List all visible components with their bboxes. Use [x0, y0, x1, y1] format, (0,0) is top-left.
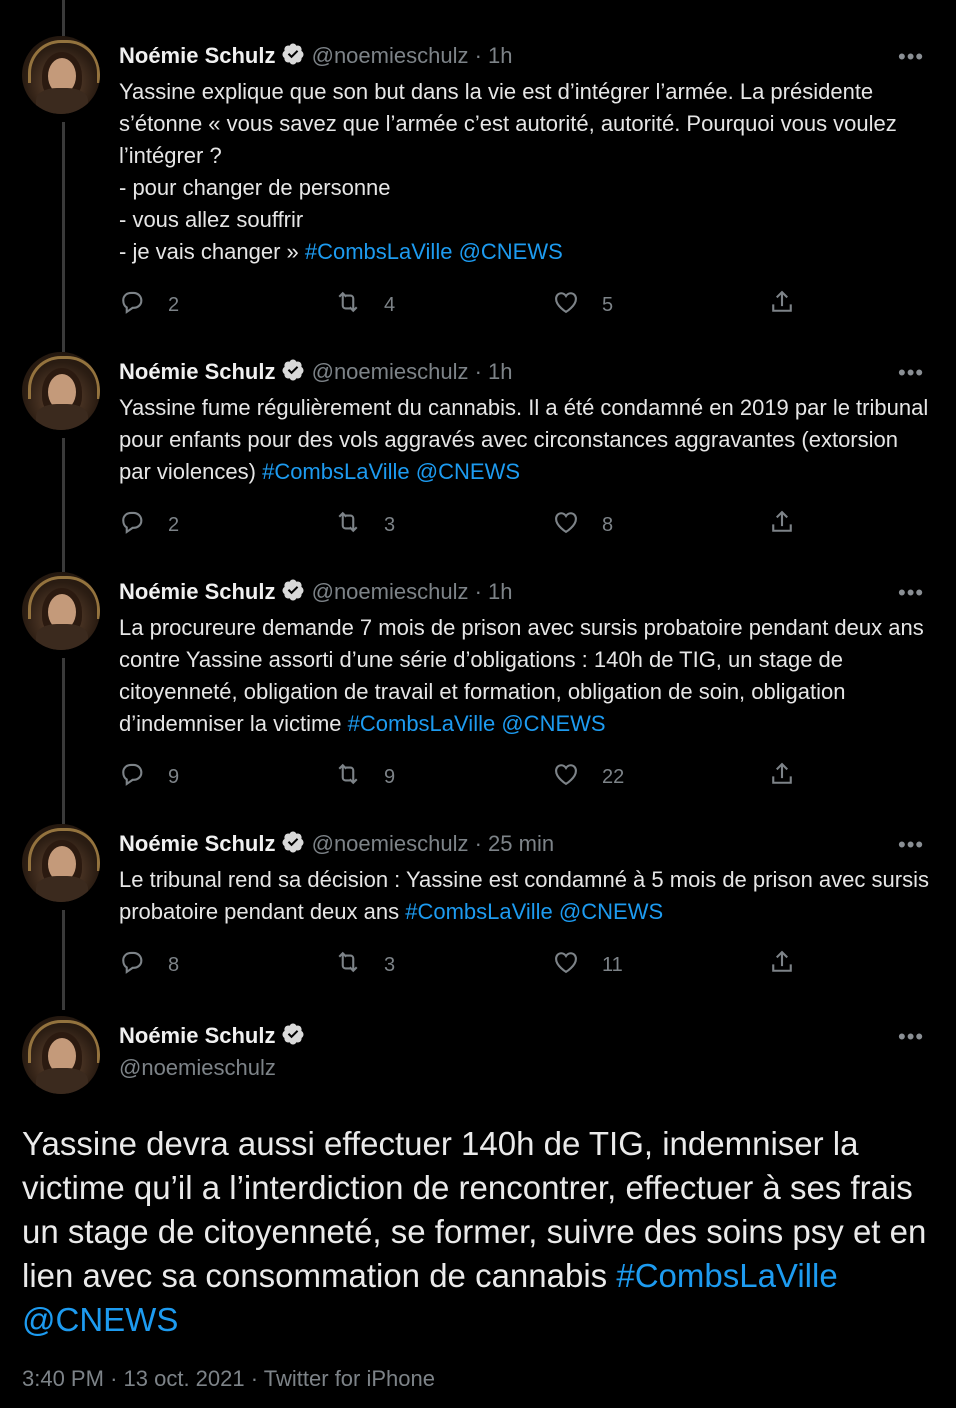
reply-button[interactable] — [118, 288, 179, 322]
hashtag-link[interactable]: #CombsLaVille — [347, 711, 496, 736]
tweet-time[interactable]: 25 min — [488, 831, 555, 856]
share-icon — [768, 508, 818, 542]
author-name[interactable]: Noémie Schulz — [119, 1023, 276, 1048]
avatar[interactable] — [22, 1016, 100, 1094]
retweet-icon — [334, 760, 384, 794]
hashtag-link[interactable]: #CombsLaVille — [262, 459, 410, 484]
avatar[interactable] — [22, 572, 100, 650]
retweet-count: 4 — [384, 293, 396, 316]
like-button[interactable] — [552, 948, 623, 982]
hashtag-link[interactable]: #CombsLaVille — [616, 1257, 838, 1294]
like-button[interactable] — [552, 760, 624, 794]
reply-button[interactable] — [118, 760, 179, 794]
verified-icon — [281, 1022, 305, 1053]
tweet-actions — [0, 508, 956, 538]
reply-count: 8 — [168, 953, 180, 976]
mention-link[interactable]: @CNEWS — [458, 239, 563, 264]
share-icon — [768, 948, 818, 982]
retweet-count: 3 — [384, 513, 396, 536]
more-options-icon[interactable]: ••• — [898, 580, 925, 605]
retweet-button[interactable] — [334, 508, 395, 542]
avatar[interactable] — [22, 36, 100, 114]
share-button[interactable] — [768, 760, 818, 794]
heart-icon — [552, 760, 602, 794]
tweet-meta: 3:40 PM · 13 oct. 2021 · Twitter for iPhone — [22, 1366, 435, 1391]
tweet-text: Yassine fume régulièrement du cannabis. Il a été condamné en 2019 par le tribunal pour enfants pour des vols aggravés avec circonstances aggravantes (extorsion par violences) #CombsLaVille @CNEWS — [119, 395, 929, 484]
retweet-icon — [334, 288, 384, 322]
heart-icon — [552, 948, 602, 982]
tweet-actions — [0, 760, 956, 790]
main-tweet-text: Yassine devra aussi effectuer 140h de TIG, indemniser la victime qu’il a l’interdiction de rencontrer, effectuer à ses frais un stage de citoyenneté, se former, suivre des soins psy et en lien avec sa consommation de cannabis #CombsLaVille @CNEWS — [22, 1125, 927, 1338]
verified-icon — [281, 578, 305, 609]
reply-icon — [118, 760, 168, 794]
tweet-text: Le tribunal rend sa décision : Yassine est condamné à 5 mois de prison avec sursis probatoire pendant deux ans #CombsLaVille @CNEWS — [119, 867, 929, 924]
reply-icon — [118, 948, 168, 982]
author-handle[interactable]: @noemieschulz — [119, 1055, 276, 1080]
retweet-count: 9 — [384, 765, 396, 788]
main-tweet[interactable] — [0, 1014, 956, 1408]
more-options-icon[interactable]: ••• — [898, 44, 925, 69]
heart-icon — [552, 508, 602, 542]
like-count: 5 — [602, 293, 614, 316]
verified-icon — [281, 42, 305, 73]
author-handle[interactable]: @noemieschulz — [311, 359, 469, 384]
verified-icon — [281, 830, 305, 861]
retweet-button[interactable] — [334, 948, 395, 982]
avatar[interactable] — [22, 824, 100, 902]
thread-line — [62, 438, 65, 572]
avatar[interactable] — [22, 352, 100, 430]
author-handle[interactable]: @noemieschulz — [311, 579, 469, 604]
reply-icon — [118, 508, 168, 542]
tweet-text: La procureure demande 7 mois de prison avec sursis probatoire pendant deux ans contre Yassine assorti d’une série d’obligations : 140h de TIG, un stage de citoyenneté, obligation de travail et formation, obligation de soin, obligation d’indemniser la victime #CombsLaVille @CNEWS — [119, 615, 924, 736]
like-count: 22 — [602, 765, 625, 788]
tweet-time[interactable]: 1h — [488, 359, 513, 384]
author-name[interactable]: Noémie Schulz — [119, 579, 276, 604]
reply-count: 2 — [168, 513, 180, 536]
like-button[interactable] — [552, 508, 613, 542]
more-options-icon[interactable]: ••• — [898, 1024, 925, 1049]
like-button[interactable] — [552, 288, 613, 322]
tweet-time[interactable]: 1h — [488, 579, 513, 604]
tweet-source: Twitter for iPhone — [263, 1366, 435, 1391]
share-button[interactable] — [768, 288, 818, 322]
more-options-icon[interactable]: ••• — [898, 360, 925, 385]
retweet-button[interactable] — [334, 288, 395, 322]
mention-link[interactable]: @CNEWS — [415, 459, 521, 484]
reply-count: 2 — [168, 293, 180, 316]
tweet-date[interactable]: 13 oct. 2021 — [123, 1366, 245, 1391]
retweet-icon — [334, 508, 384, 542]
reply-button[interactable] — [118, 508, 179, 542]
like-count: 8 — [602, 513, 614, 536]
thread-line — [62, 0, 65, 36]
author-name[interactable]: Noémie Schulz — [119, 831, 276, 856]
mention-link[interactable]: @CNEWS — [558, 899, 664, 924]
tweet-actions — [0, 288, 956, 318]
share-icon — [768, 760, 818, 794]
verified-icon — [281, 358, 305, 389]
reply-icon — [118, 288, 168, 322]
thread-line — [62, 658, 65, 824]
share-button[interactable] — [768, 508, 818, 542]
reply-count: 9 — [168, 765, 180, 788]
share-button[interactable] — [768, 948, 818, 982]
tweet-time[interactable]: 1h — [488, 43, 513, 68]
heart-icon — [552, 288, 602, 322]
reply-button[interactable] — [118, 948, 179, 982]
retweet-count: 3 — [384, 953, 396, 976]
tweet-time[interactable]: 3:40 PM — [22, 1366, 104, 1391]
tweet-actions — [0, 948, 956, 978]
more-options-icon[interactable]: ••• — [898, 832, 925, 857]
hashtag-link[interactable]: #CombsLaVille — [405, 899, 553, 924]
like-count: 11 — [602, 953, 623, 976]
retweet-icon — [334, 948, 384, 982]
mention-link[interactable]: @CNEWS — [22, 1301, 179, 1338]
share-icon — [768, 288, 818, 322]
mention-link[interactable]: @CNEWS — [501, 711, 606, 736]
author-handle[interactable]: @noemieschulz — [311, 831, 469, 856]
author-handle[interactable]: @noemieschulz — [311, 43, 469, 68]
author-name[interactable]: Noémie Schulz — [119, 359, 276, 384]
author-name[interactable]: Noémie Schulz — [119, 43, 276, 68]
tweet-text: Yassine explique que son but dans la vie est d’intégrer l’armée. La présidente s’étonne « vous savez que l’armée c’est autorité, autorité. Pourquoi vous voulez l’intégrer ? - pour changer de personne - vous allez souffrir - je vais changer » #CombsLaVille @CNEWS — [119, 79, 897, 264]
hashtag-link[interactable]: #CombsLaVille — [304, 239, 453, 264]
retweet-button[interactable] — [334, 760, 395, 794]
